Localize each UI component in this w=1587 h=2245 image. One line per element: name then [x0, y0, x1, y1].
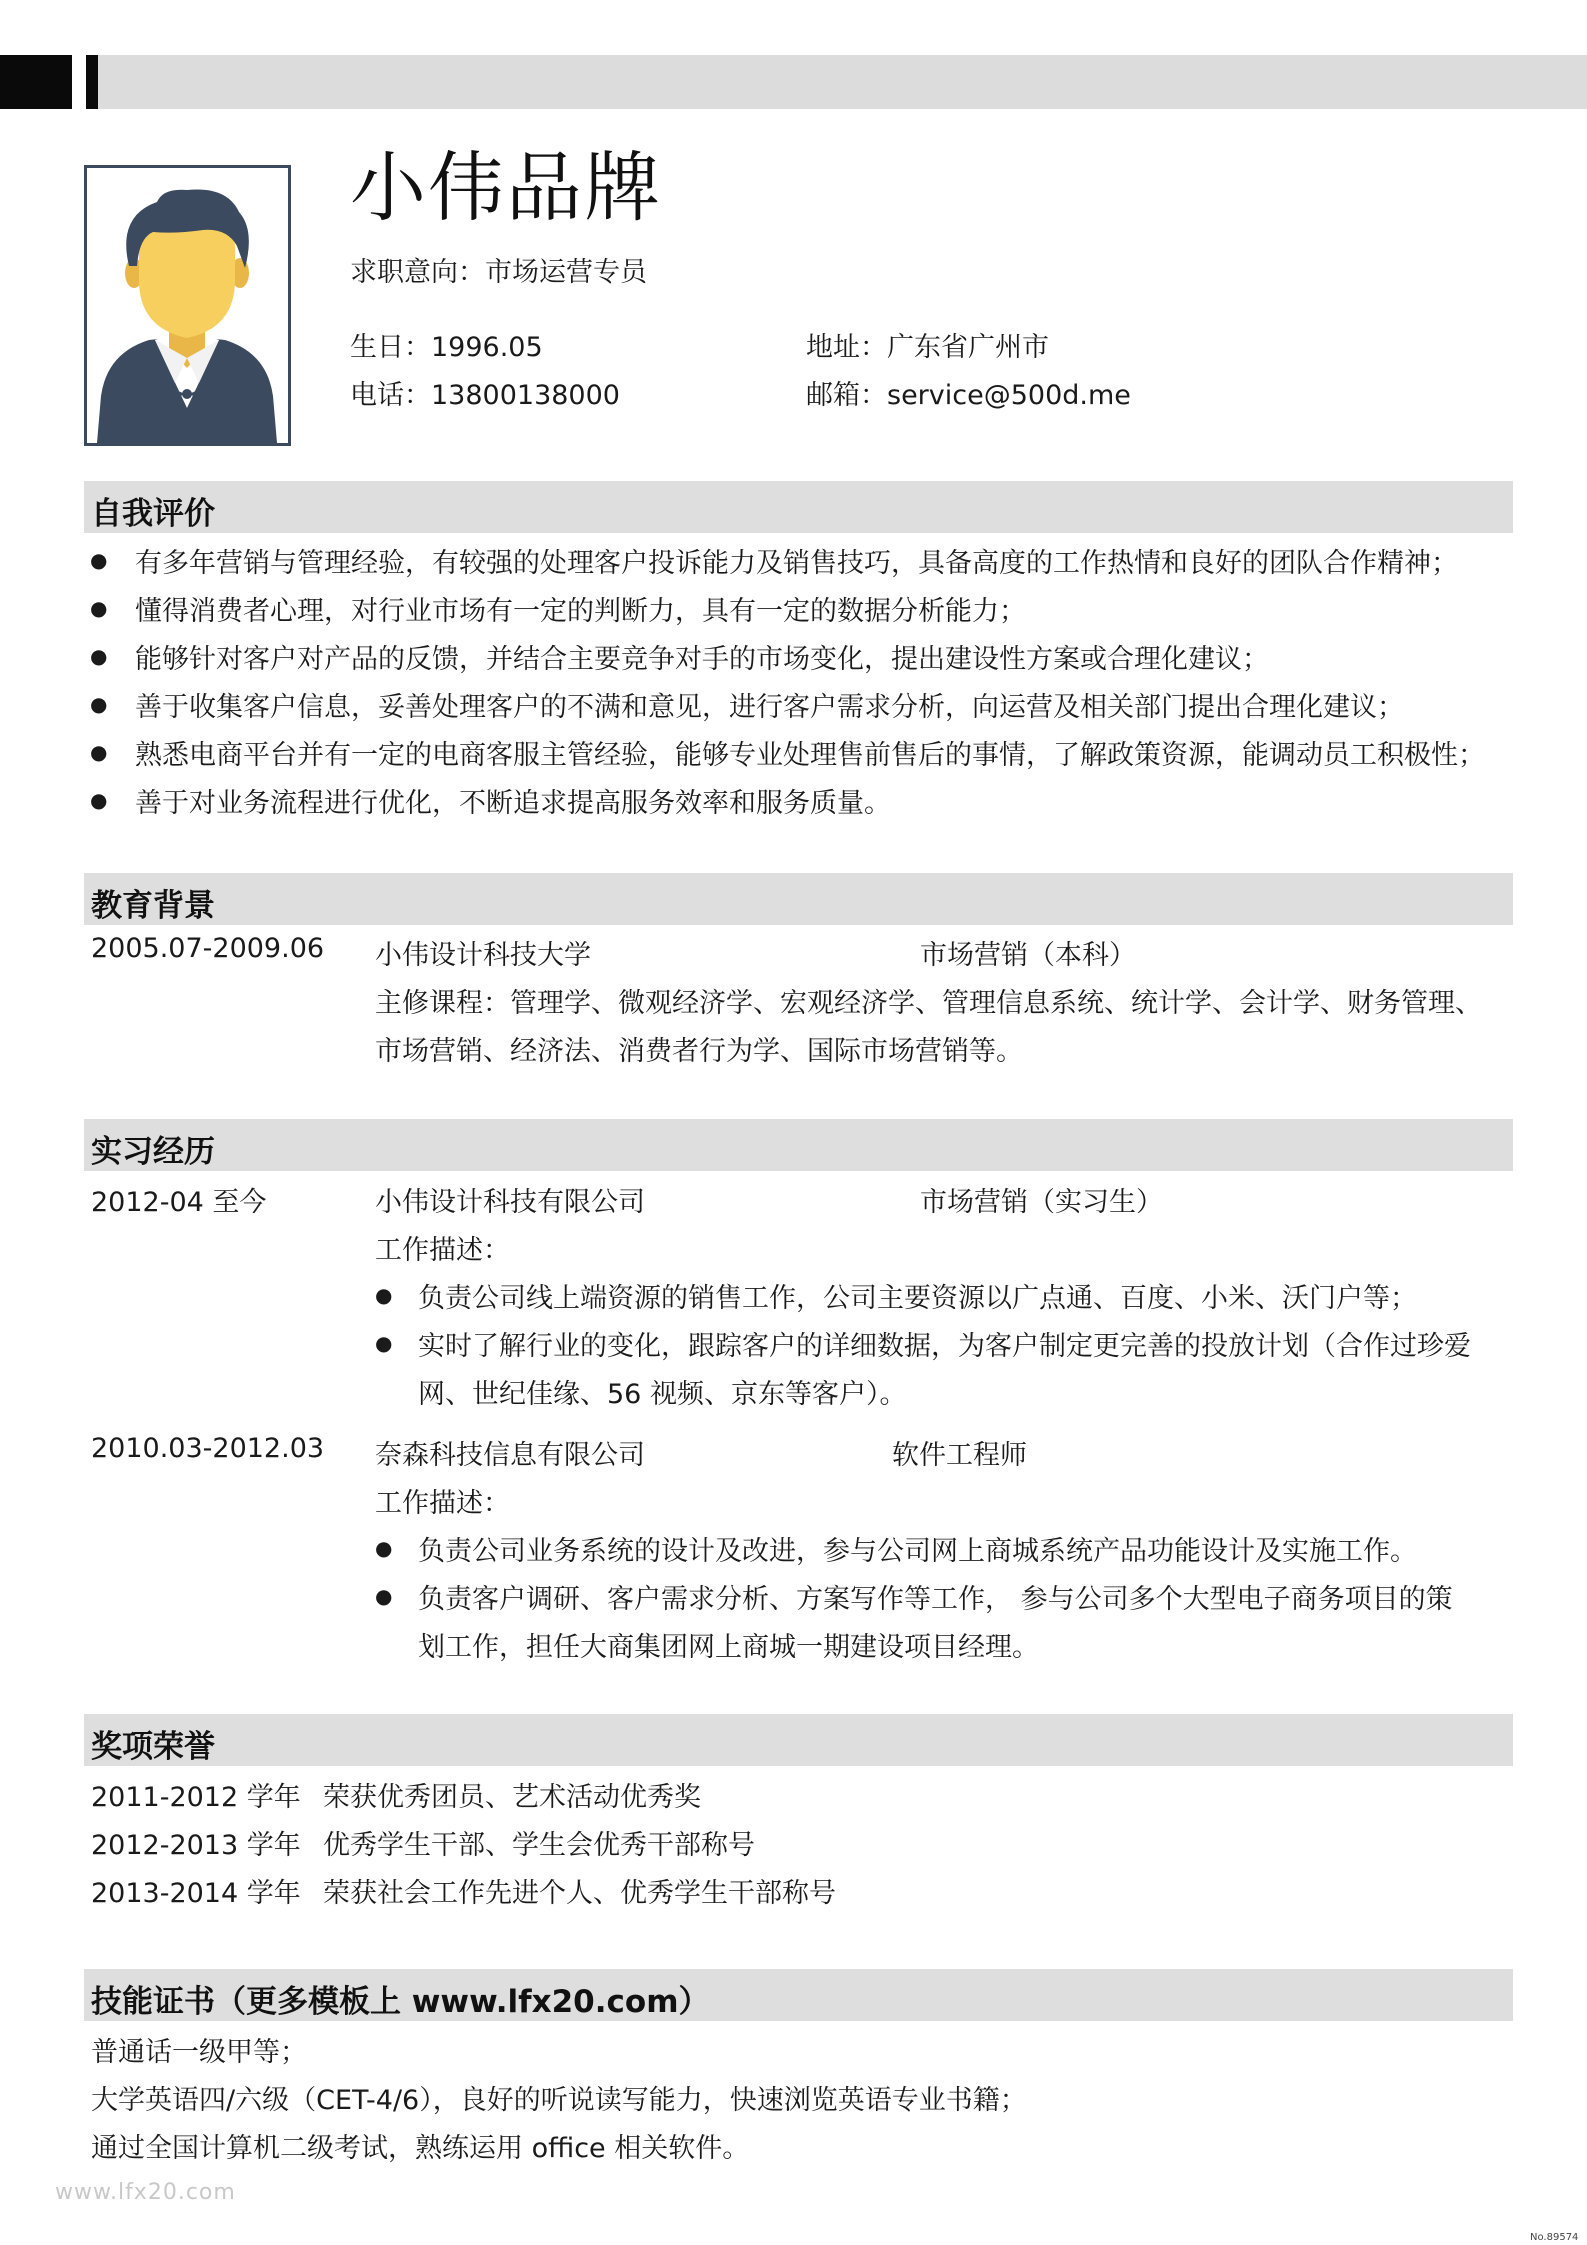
award-year: 2011-2012 学年: [91, 1782, 301, 1813]
award-text: 荣获社会工作先进个人、优秀学生干部称号: [323, 1878, 836, 1909]
watermark-logo: www.lfx20.com: [55, 2180, 236, 2205]
skill-item: 通过全国计算机二级考试，熟练运用 office 相关软件。: [91, 2133, 750, 2164]
section-title-education: 教育背景: [91, 888, 215, 924]
bullet-icon: ●: [90, 644, 108, 668]
job-role: 市场营销（实习生）: [920, 1187, 1163, 1218]
bullet-icon: ●: [375, 1283, 393, 1307]
skill-item: 大学英语四/六级（CET-4/6），良好的听说读写能力，快速浏览英语专业书籍；: [91, 2085, 1027, 2116]
page-number: No.89574: [1530, 2232, 1579, 2243]
bullet-icon: ●: [90, 596, 108, 620]
job-company: 小伟设计科技有限公司: [375, 1187, 645, 1218]
self-eval-item: 善于对业务流程进行优化，不断追求提高服务效率和服务质量。: [135, 788, 891, 819]
award-text: 优秀学生干部、学生会优秀干部称号: [323, 1830, 755, 1861]
candidate-name: 小伟品牌: [350, 143, 662, 232]
address-info: 地址：广东省广州市: [806, 332, 1049, 363]
job-period: 2010.03-2012.03: [91, 1433, 325, 1464]
job-desc-item-continued: 划工作，担任大商集团网上商城一期建设项目经理。: [418, 1632, 1039, 1663]
avatar-photo: [84, 165, 291, 446]
skill-item: 普通话一级甲等；: [91, 2037, 307, 2068]
bullet-icon: ●: [90, 788, 108, 812]
job-desc-label: 工作描述：: [375, 1488, 510, 1519]
job-role: 软件工程师: [892, 1440, 1027, 1471]
education-school: 小伟设计科技大学: [375, 940, 591, 971]
bullet-icon: ●: [375, 1331, 393, 1355]
self-eval-item: 熟悉电商平台并有一定的电商客服主管经验，能够专业处理售前售后的事情，了解政策资源，能调动员工积极性；: [135, 740, 1485, 771]
section-title-self-eval: 自我评价: [91, 496, 215, 532]
section-title-internship: 实习经历: [91, 1134, 215, 1170]
birth-info: 生日：1996.05: [350, 332, 543, 363]
award-year: 2012-2013 学年: [91, 1830, 301, 1861]
education-major: 市场营销（本科）: [920, 940, 1136, 971]
job-desc-label: 工作描述：: [375, 1235, 510, 1266]
top-bar-grey: [98, 55, 1587, 109]
section-bar-awards: [84, 1714, 1513, 1766]
job-desc-item: 负责客户调研、客户需求分析、方案写作等工作， 参与公司多个大型电子商务项目的策: [418, 1584, 1453, 1615]
top-bar-black-block: [0, 55, 72, 109]
section-title-awards: 奖项荣誉: [91, 1729, 215, 1765]
email-info: 邮箱：service@500d.me: [806, 380, 1131, 411]
job-desc-item: 负责公司线上端资源的销售工作，公司主要资源以广点通、百度、小米、沃门户等；: [418, 1283, 1417, 1314]
top-bar-black-stripe: [86, 55, 98, 109]
award-year: 2013-2014 学年: [91, 1878, 301, 1909]
bullet-icon: ●: [90, 692, 108, 716]
job-company: 奈森科技信息有限公司: [375, 1440, 645, 1471]
job-desc-item: 负责公司业务系统的设计及改进，参与公司网上商城系统产品功能设计及实施工作。: [418, 1536, 1417, 1567]
phone-info: 电话：13800138000: [350, 380, 620, 411]
education-courses-line-2: 市场营销、经济法、消费者行为学、国际市场营销等。: [375, 1036, 1023, 1067]
job-desc-item-continued: 网、世纪佳缘、56 视频、京东等客户）。: [418, 1379, 907, 1410]
self-eval-item: 善于收集客户信息，妥善处理客户的不满和意见，进行客户需求分析，向运营及相关部门提出合理化建议；: [135, 692, 1404, 723]
bullet-icon: ●: [90, 740, 108, 764]
job-period: 2012-04 至今: [91, 1187, 267, 1218]
section-title-skills: 技能证书（更多模板上 www.lfx20.com）: [91, 1984, 710, 2020]
bullet-icon: ●: [375, 1584, 393, 1608]
self-eval-item: 能够针对客户对产品的反馈，并结合主要竞争对手的市场变化，提出建设性方案或合理化建议；: [135, 644, 1269, 675]
job-desc-item: 实时了解行业的变化，跟踪客户的详细数据，为客户制定更完善的投放计划（合作过珍爱: [418, 1331, 1471, 1362]
award-text: 荣获优秀团员、艺术活动优秀奖: [323, 1782, 701, 1813]
section-bar-internship: [84, 1119, 1513, 1171]
self-eval-item: 懂得消费者心理，对行业市场有一定的判断力，具有一定的数据分析能力；: [135, 596, 1026, 627]
job-intent: 求职意向：市场运营专员: [350, 257, 647, 288]
education-period: 2005.07-2009.06: [91, 933, 325, 964]
education-courses-line-1: 主修课程：管理学、微观经济学、宏观经济学、管理信息系统、统计学、会计学、财务管理、: [375, 988, 1482, 1019]
section-bar-self-eval: [84, 481, 1513, 533]
bullet-icon: ●: [90, 548, 108, 572]
avatar-icon: [87, 168, 288, 443]
section-bar-education: [84, 873, 1513, 925]
bullet-icon: ●: [375, 1536, 393, 1560]
self-eval-item: 有多年营销与管理经验，有较强的处理客户投诉能力及销售技巧，具备高度的工作热情和良好的团队合作精神；: [135, 548, 1458, 579]
